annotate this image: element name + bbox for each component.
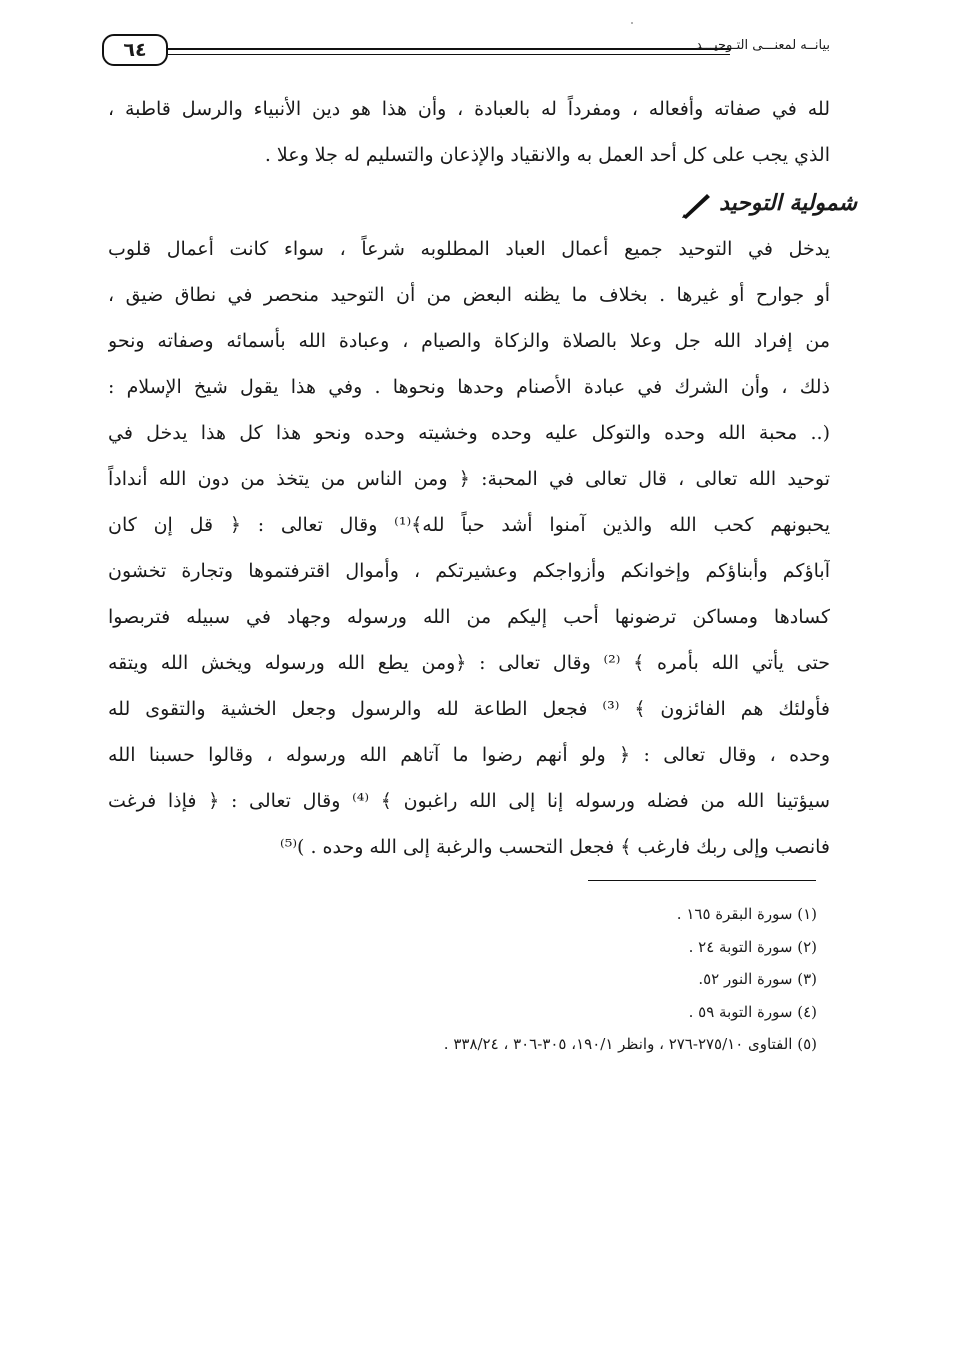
text-line: يدخل في التوحيد جميع أعمال العباد المطلوبه شرعاً ، سواء كانت أعمال قلوب — [108, 238, 830, 260]
text-line: الذي يجب على كل أحد العمل به والانقياد والإذعان والتسليم له جلا وعلا . — [264, 144, 830, 166]
text-line: حتى يأتي الله بأمره ﴾ ⁽²⁾ وقال تعالى : ﴿ومن يطع الله ورسوله ويخش الله ويتقه — [108, 652, 830, 674]
main-paragraph — [108, 226, 830, 870]
header-rule — [168, 48, 730, 55]
text-line: توحيد الله تعالى ، قال تعالى في المحبة: ﴿ ومن الناس من يتخذ من دون الله أنداداً — [108, 468, 830, 490]
footnote-item: (٥) الفتاوى ٢٧٥/١٠-٢٧٦ ، وانظر ١٩٠/١، ٣٠٥-٣٠٦ ، ٣٣٨/٢٤ . — [443, 1035, 817, 1053]
footnote-item: (٢) سورة التوبة ٢٤ . — [688, 937, 817, 956]
text-line: (.. محبة الله وحده والتوكل عليه وحده وخشيته وحده ونحو هذا كل هذا يدخل في — [108, 422, 830, 444]
text-line: أو جوارح أو غيرها . بخلاف ما يظنه البعض من أن التوحيد منحصر في نطاق ضيق ، — [108, 284, 830, 306]
running-title: بيانــه لمعنـــى التـوحيـــد — [695, 38, 830, 53]
pen-icon — [679, 186, 713, 220]
intro-paragraph — [108, 86, 830, 178]
section-title: شمولية التوحيد — [719, 190, 857, 216]
text-line: لله في صفاته وأفعاله ، ومفرداً له بالعبادة ، وأن هذا هو دين الأنبياء والرسل قاطبة ، — [108, 98, 830, 120]
text-line: فانصب وإلى ربك فارغب ﴾ فجعل التحسب والرغبة إلى الله وحده . )⁽⁵⁾ — [280, 836, 830, 858]
footnote-item: (٤) سورة التوبة ٥٩ . — [688, 1002, 817, 1021]
footnote-divider — [588, 880, 816, 881]
text-line: آباؤكم وأبناؤكم وإخوانكم وأزواجكم وعشيرتكم ، وأموال اقترفتموها وتجارة تخشون — [108, 560, 830, 582]
page-header — [98, 34, 830, 74]
text-line: وحده ، وقال تعالى : ﴿ ولو أنهم رضوا ما آتاهم الله ورسوله ، وقالوا حسبنا الله — [108, 744, 830, 766]
text-line: من إفراد الله جل وعلا بالصلاة والزكاة والصيام ، وعبادة الله بأسمائه وصفاته ونحو — [108, 330, 830, 352]
footnotes — [217, 898, 817, 1061]
scan-speck — [631, 22, 633, 24]
footnote-item: (٣) سورة النور ٥٢. — [698, 970, 817, 988]
text-line: يحبونهم كحب الله والذين آمنوا أشد حباً لله﴾⁽¹⁾ وقال تعالى : ﴿ قل إن كان — [108, 514, 830, 536]
text-line: كسادها ومساكن ترضونها أحب إليكم من الله ورسوله وجهاد في سبيله فتربصوا — [108, 606, 830, 628]
text-line: ذلك ، وأن الشرك في عبادة الأصنام وحدها ونحوها . وفي هذا يقول شيخ الإسلام : — [108, 376, 830, 398]
footnote-item: (١) سورة البقرة ١٦٥ . — [676, 905, 817, 923]
text-line: فأولئك هم الفائزون ﴾ ⁽³⁾ فجعل الطاعة لله والرسول وجعل الخشية والتقوى لله — [108, 698, 830, 720]
page-number: ٦٤ — [102, 34, 168, 66]
text-line: سيؤتينا الله من فضله ورسوله إنا إلى الله راغبون ﴾ ⁽⁴⁾ وقال تعالى : ﴿ فإذا فرغت — [108, 790, 830, 812]
section-heading — [679, 186, 857, 220]
